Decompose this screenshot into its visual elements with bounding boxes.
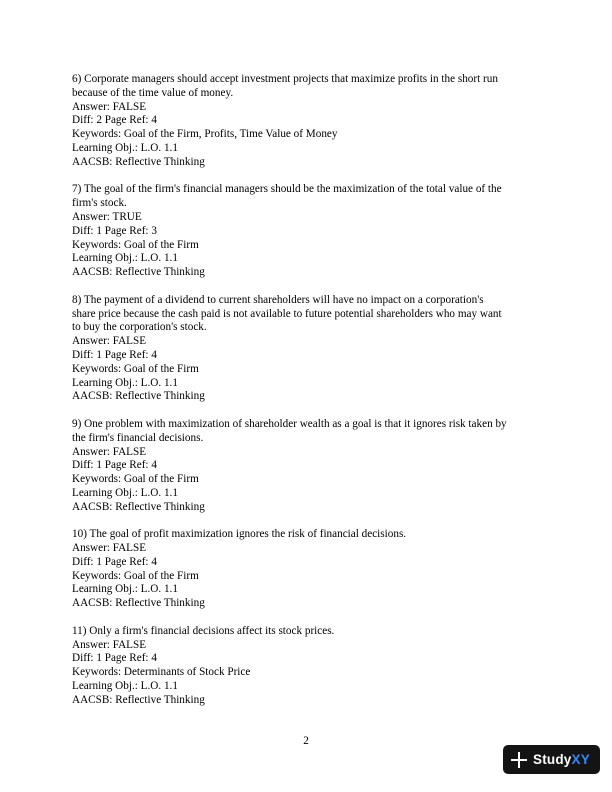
aacsb-line: AACSB: Reflective Thinking xyxy=(72,266,205,279)
diff-line: Diff: 1 Page Ref: 4 xyxy=(72,348,157,361)
question-text-line: 8) The payment of a dividend to current shareholders will have no impact on a corporation's xyxy=(72,293,484,306)
document-body xyxy=(72,73,548,721)
learning-obj-line: Learning Obj.: L.O. 1.1 xyxy=(72,486,178,499)
learning-obj-line: Learning Obj.: L.O. 1.1 xyxy=(72,376,178,389)
answer-line: Answer: FALSE xyxy=(72,445,147,458)
answer-line: Answer: FALSE xyxy=(72,542,147,555)
page-number: 2 xyxy=(303,735,309,747)
question-block xyxy=(72,183,548,280)
diff-line: Diff: 1 Page Ref: 4 xyxy=(72,459,157,472)
keywords-line: Keywords: Goal of the Firm xyxy=(72,238,199,251)
brand-main: Study xyxy=(533,752,572,767)
keywords-line: Keywords: Goal of the Firm xyxy=(72,362,199,375)
keywords-line: Keywords: Goal of the Firm, Profits, Time Value of Money xyxy=(72,128,338,141)
question-block xyxy=(72,625,548,708)
question-text-line: 7) The goal of the firm's financial managers should be the maximization of the total value of the xyxy=(72,183,502,196)
question-block xyxy=(72,73,548,170)
brand-accent: XY xyxy=(571,752,590,767)
question-text-line: the firm's financial decisions. xyxy=(72,431,204,444)
question-text-line: 10) The goal of profit maximization ignores the risk of financial decisions. xyxy=(72,528,407,541)
question-text-line: firm's stock. xyxy=(72,197,127,210)
aacsb-line: AACSB: Reflective Thinking xyxy=(72,693,205,706)
question-text-line: to buy the corporation's stock. xyxy=(72,321,207,334)
question-text-line: because of the time value of money. xyxy=(72,86,234,99)
question-block xyxy=(72,418,548,515)
question-text-line: share price because the cash paid is not available to future potential shareholders who may want xyxy=(72,307,502,320)
diff-line: Diff: 2 Page Ref: 4 xyxy=(72,114,157,127)
studyxy-logo-text xyxy=(533,752,590,767)
question-block xyxy=(72,294,548,404)
learning-obj-line: Learning Obj.: L.O. 1.1 xyxy=(72,680,178,693)
answer-line: Answer: FALSE xyxy=(72,100,147,113)
diff-line: Diff: 1 Page Ref: 4 xyxy=(72,555,157,568)
question-text-line: 11) Only a firm's financial decisions affect its stock prices. xyxy=(72,624,335,637)
learning-obj-line: Learning Obj.: L.O. 1.1 xyxy=(72,583,178,596)
diff-line: Diff: 1 Page Ref: 3 xyxy=(72,224,157,237)
question-text-line: 6) Corporate managers should accept investment projects that maximize profits in the short run xyxy=(72,73,498,85)
keywords-line: Keywords: Goal of the Firm xyxy=(72,473,199,486)
aacsb-line: AACSB: Reflective Thinking xyxy=(72,390,205,403)
aacsb-line: AACSB: Reflective Thinking xyxy=(72,597,205,610)
answer-line: Answer: FALSE xyxy=(72,335,147,348)
aacsb-line: AACSB: Reflective Thinking xyxy=(72,155,205,168)
question-text-line: 9) One problem with maximization of shareholder wealth as a goal is that it ignores risk taken by xyxy=(72,417,507,430)
diff-line: Diff: 1 Page Ref: 4 xyxy=(72,652,157,665)
plus-cross-icon xyxy=(511,752,527,768)
answer-line: Answer: FALSE xyxy=(72,638,147,651)
learning-obj-line: Learning Obj.: L.O. 1.1 xyxy=(72,252,178,265)
keywords-line: Keywords: Goal of the Firm xyxy=(72,569,199,582)
question-block xyxy=(72,528,548,611)
keywords-line: Keywords: Determinants of Stock Price xyxy=(72,666,251,679)
aacsb-line: AACSB: Reflective Thinking xyxy=(72,500,205,513)
answer-line: Answer: TRUE xyxy=(72,210,142,223)
learning-obj-line: Learning Obj.: L.O. 1.1 xyxy=(72,141,178,154)
studyxy-badge[interactable] xyxy=(503,745,600,774)
